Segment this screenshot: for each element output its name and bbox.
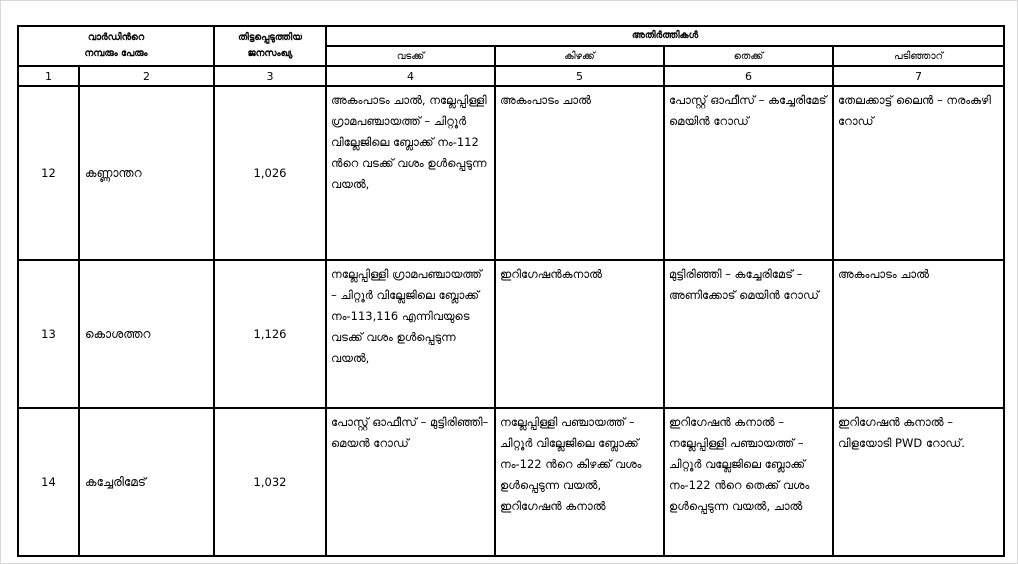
- table-row: [18, 408, 1004, 556]
- ward-name: കച്ചേരിമേട്: [79, 408, 214, 556]
- north-boundary: അകംപാടം ചാൽ, നല്ലേപ്പിള്ളി ഗ്രാമപഞ്ചായത്ത് – ചിറ്റൂർ വില്ലേജിലെ ബ്ലോക്ക് നം-112 ൻറെ വടക്ക് വശം ഉൾപ്പെടുന്ന വയൽ,: [326, 86, 495, 260]
- ward-population: 1,032: [214, 408, 326, 556]
- ward-name: കണ്ണാന്തറ: [79, 86, 214, 260]
- column-number: 7: [833, 66, 1004, 86]
- column-number: 1: [18, 66, 79, 86]
- ward-number: 14: [18, 408, 79, 556]
- column-number: 5: [495, 66, 664, 86]
- table-row: [18, 86, 1004, 260]
- header-row-1: [18, 26, 1004, 46]
- north-header: വടക്ക്: [326, 46, 495, 66]
- west-boundary: ഇറിഗേഷൻ കനാൽ – വിളയോടി PWD റോഡ്.: [833, 408, 1004, 556]
- boundaries-header: അതിർത്തികൾ: [326, 26, 1004, 46]
- west-boundary: തേലക്കാട്ട് ലൈൻ – നരംകുഴി റോഡ്: [833, 86, 1004, 260]
- column-number: 4: [326, 66, 495, 86]
- south-boundary: മുട്ടിരിഞ്ഞി – കച്ചേരിമേട് – അണിക്കോട് മെയിൻ റോഡ്: [664, 260, 833, 408]
- column-number: 2: [79, 66, 214, 86]
- ward-header: വാർഡിൻറെ നമ്പരും പേരും: [18, 26, 214, 66]
- east-boundary: ഇറിഗേഷൻകനാൽ: [495, 260, 664, 408]
- south-header: തെക്ക്: [664, 46, 833, 66]
- south-boundary: ഇറിഗേഷൻ കനാൽ – നല്ലേപ്പിള്ളി പഞ്ചായത്ത് – ചിറ്റൂർ വല്ലേജിലെ ബ്ലോക്ക് നം-122 ൻറെ തെക്ക് വശം ഉൾപ്പെടുന്ന വയൽ, ചാൽ: [664, 408, 833, 556]
- west-header: പടിഞ്ഞാറ്: [833, 46, 1004, 66]
- column-number: 3: [214, 66, 326, 86]
- ward-number: 13: [18, 260, 79, 408]
- east-header: കിഴക്ക്: [495, 46, 664, 66]
- north-boundary: പോസ്റ്റ് ഓഫീസ് – മുട്ടിരിഞ്ഞി–മെയൻ റോഡ്: [326, 408, 495, 556]
- west-boundary: അകംപാടം ചാൽ: [833, 260, 1004, 408]
- north-boundary: നല്ലേപ്പിള്ളി ഗ്രാമപഞ്ചായത്ത് – ചിറ്റൂർ വില്ലേജിലെ ബ്ലോക്ക് നം-113,116 എന്നിവയുടെ വടക്ക് വശം ഉൾപ്പെടുന്ന വയൽ,: [326, 260, 495, 408]
- ward-number: 12: [18, 86, 79, 260]
- east-boundary: നല്ലേപ്പിള്ളി പഞ്ചായത്ത് – ചിറ്റൂർ വില്ലേജിലെ ബ്ലോക്ക് നം-122 ൻറെ കിഴക്ക് വശം ഉൾപ്പെടുന്ന വയൽ, ഇറിഗേഷൻ കനാൽ: [495, 408, 664, 556]
- column-number-row: [18, 66, 1004, 86]
- population-header: തിട്ടപ്പെടുത്തിയ ജനസംഖ്യ: [214, 26, 326, 66]
- ward-population: 1,126: [214, 260, 326, 408]
- ward-boundaries-table: [17, 25, 1005, 557]
- ward-population: 1,026: [214, 86, 326, 260]
- column-number: 6: [664, 66, 833, 86]
- ward-name: കൊശത്തറ: [79, 260, 214, 408]
- table-row: [18, 260, 1004, 408]
- east-boundary: അകംപാടം ചാൽ: [495, 86, 664, 260]
- south-boundary: പോസ്റ്റ് ഓഫീസ് – കച്ചേരിമേട് മെയിൻ റോഡ്: [664, 86, 833, 260]
